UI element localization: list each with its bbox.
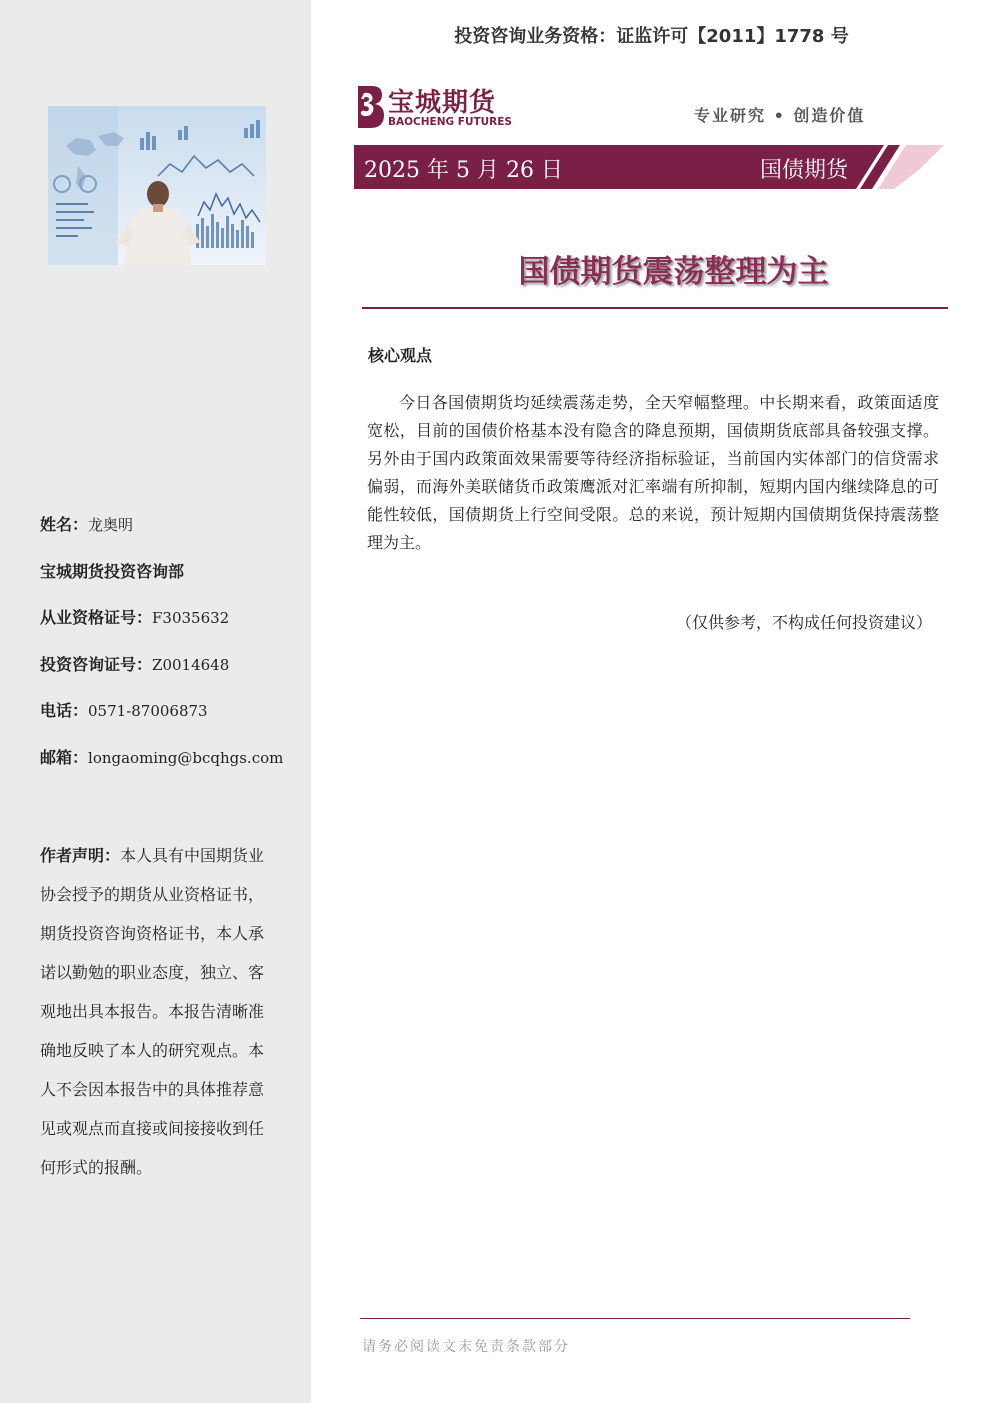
logo-mark-icon: [354, 84, 386, 130]
author-statement: [40, 836, 272, 1187]
license-row: [40, 605, 229, 628]
name-label: 姓名：: [40, 515, 89, 534]
report-banner: [354, 145, 944, 189]
footer-divider: [360, 1318, 910, 1319]
logo-name-cn: 宝城期货: [388, 88, 497, 118]
report-date: 2025 年 5 月 26 日: [364, 158, 563, 183]
reference-note: （仅供参考，不构成任何投资建议）: [675, 613, 932, 632]
license-number: F3035632: [152, 609, 230, 627]
analyst-department: 宝城期货投资咨询部: [40, 562, 185, 581]
consult-number: Z0014648: [152, 656, 230, 674]
email-address[interactable]: longaoming@bcqhgs.com: [88, 749, 284, 767]
qualification-line: 投资咨询业务资格：证监许可【2011】1778 号: [454, 26, 849, 47]
footer-disclaimer-note: 请务必阅读文末免责条款部分: [362, 1339, 570, 1355]
sidebar: [0, 0, 311, 1403]
company-logo: [354, 84, 524, 132]
report-title: 国债期货震荡整理为主: [518, 254, 829, 290]
consult-label: 投资咨询证号：: [40, 655, 153, 674]
consult-row: [40, 652, 229, 675]
report-category: 国债期货: [760, 158, 849, 183]
report-body: 今日各国债期货均延续震荡走势，全天窄幅整理。中长期来看，政策面适度宽松，目前的国债价格基本没有隐含的降息预期，国债期货底部具备较强支撑。另外由于国内政策面效果需要等待经济指标验证，当前国内实体部门的信贷需求偏弱，而海外美联储货币政策鹰派对汇率端有所抑制，短期内国内继续降息的可能性较低，国债期货上行空间受限。总的来说，预计短期内国债期货保持震荡整理为主。: [367, 393, 939, 552]
email-row: [40, 745, 283, 768]
email-label: 邮箱：: [40, 748, 89, 767]
phone-number: 0571-87006873: [88, 702, 208, 720]
title-divider: [362, 307, 948, 309]
phone-row: [40, 698, 208, 721]
analyst-name: 龙奥明: [88, 516, 134, 534]
slogan: 专业研究 • 创造价值: [694, 106, 866, 125]
analyst-department-row: [40, 559, 184, 582]
analyst-name-row: [40, 512, 133, 535]
license-label: 从业资格证号：: [40, 608, 153, 627]
logo-name-en: BAOCHENG FUTURES: [388, 116, 512, 128]
statement-label: 作者声明：: [40, 846, 121, 865]
section-heading: 核心观点: [368, 346, 433, 365]
statement-text: 本人具有中国期货业协会授予的期货从业资格证书，期货投资咨询资格证书，本人承诺以勤勉的职业态度，独立、客观地出具本报告。本报告清晰准确地反映了本人的研究观点。本人不会因本报告中的具体推荐意见或观点而直接或间接接收到任何形式的报酬。: [40, 846, 265, 1177]
cover-image: [48, 106, 266, 265]
phone-label: 电话：: [40, 701, 89, 720]
